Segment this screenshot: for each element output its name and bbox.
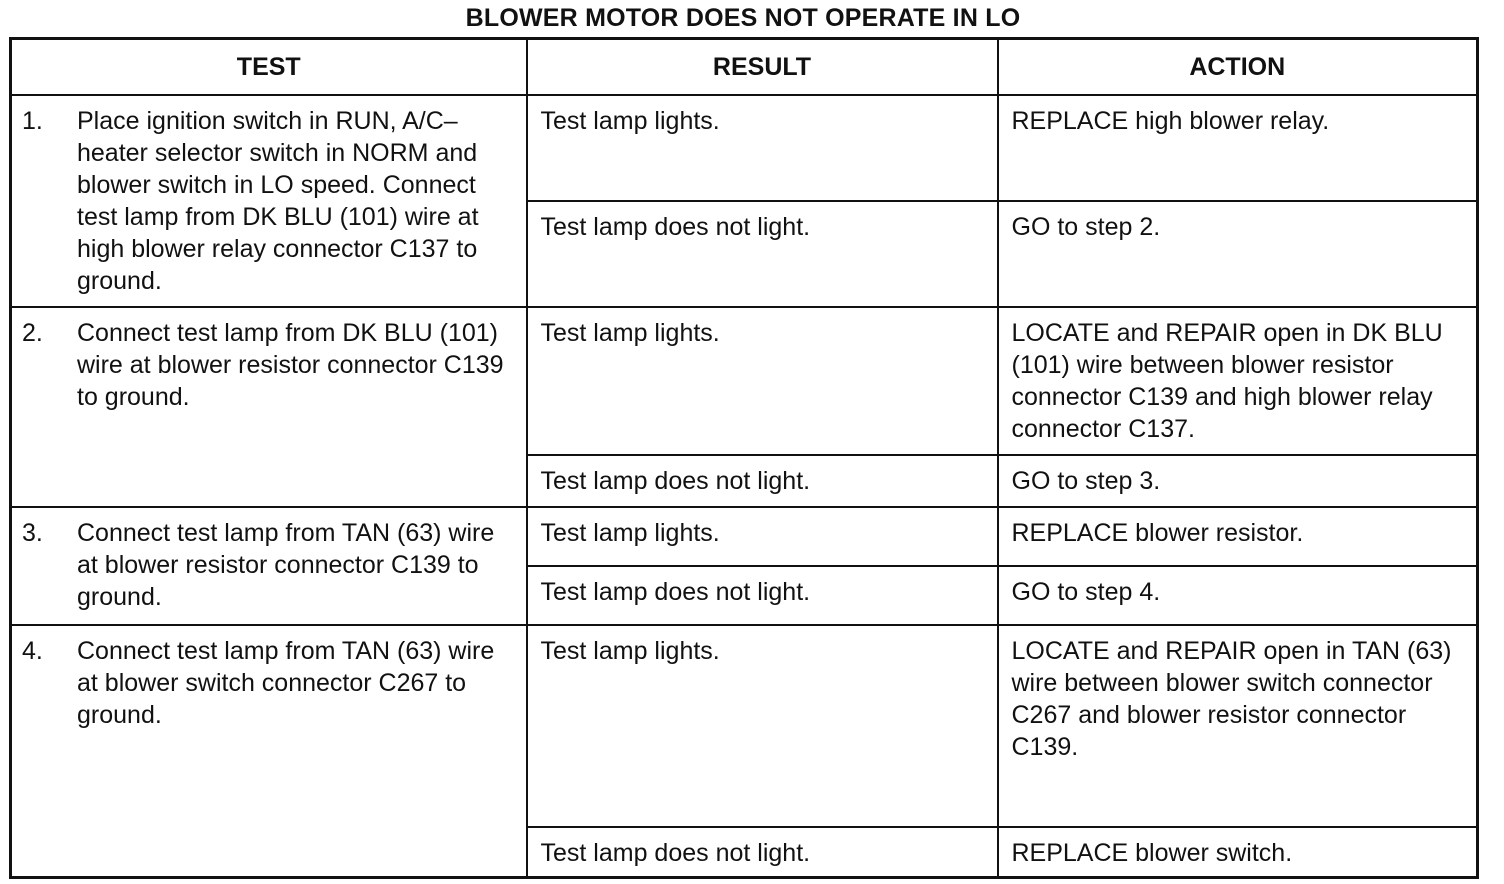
result-cell: Test lamp does not light.	[527, 827, 998, 877]
step-3	[22, 517, 516, 613]
result-cell: Test lamp lights.	[527, 95, 998, 201]
action-cell: GO to step 2.	[998, 201, 1478, 307]
action-cell: GO to step 4.	[998, 566, 1478, 625]
step-1	[22, 105, 516, 297]
step-2	[22, 317, 516, 413]
table-row	[11, 507, 1478, 566]
action-cell: REPLACE blower resistor.	[998, 507, 1478, 566]
test-cell	[11, 95, 527, 307]
test-cell	[11, 307, 527, 507]
step-number: 1.	[22, 107, 43, 135]
diagnostic-table	[9, 37, 1479, 879]
header-row	[11, 39, 1478, 96]
test-cell	[11, 507, 527, 625]
step-number: 4.	[22, 637, 43, 665]
header-action: ACTION	[998, 39, 1478, 96]
test-cell	[11, 625, 527, 877]
result-cell: Test lamp does not light.	[527, 201, 998, 307]
result-cell: Test lamp does not light.	[527, 566, 998, 625]
result-cell: Test lamp lights.	[527, 507, 998, 566]
header-result: RESULT	[527, 39, 998, 96]
table-row	[11, 625, 1478, 827]
result-cell: Test lamp lights.	[527, 307, 998, 455]
step-number: 2.	[22, 319, 43, 347]
step-test-text: Connect test lamp from DK BLU (101) wire at blower resistor connector C139 to ground.	[77, 319, 504, 411]
step-number: 3.	[22, 519, 43, 547]
action-cell: REPLACE blower switch.	[998, 827, 1478, 877]
action-cell: REPLACE high blower relay.	[998, 95, 1478, 201]
header-test: TEST	[11, 39, 527, 96]
action-cell: LOCATE and REPAIR open in TAN (63) wire between blower switch connector C267 and blower resistor connector C139.	[998, 625, 1478, 827]
step-4	[22, 635, 516, 731]
result-cell: Test lamp lights.	[527, 625, 998, 827]
step-test-text: Place ignition switch in RUN, A/C–heater selector switch in NORM and blower switch in LO speed. Connect test lamp from DK BLU (101) wire at high blower relay connector C137 to ground.	[77, 107, 479, 295]
result-cell: Test lamp does not light.	[527, 455, 998, 507]
action-cell: LOCATE and REPAIR open in DK BLU (101) wire between blower resistor connector C139 and high blower relay connector C137.	[998, 307, 1478, 455]
step-test-text: Connect test lamp from TAN (63) wire at blower resistor connector C139 to ground.	[77, 519, 495, 611]
action-cell: GO to step 3.	[998, 455, 1478, 507]
step-test-text: Connect test lamp from TAN (63) wire at blower switch connector C267 to ground.	[77, 637, 495, 729]
page-title: BLOWER MOTOR DOES NOT OPERATE IN LO	[465, 4, 1021, 32]
table-row	[11, 307, 1478, 455]
table-row	[11, 95, 1478, 201]
